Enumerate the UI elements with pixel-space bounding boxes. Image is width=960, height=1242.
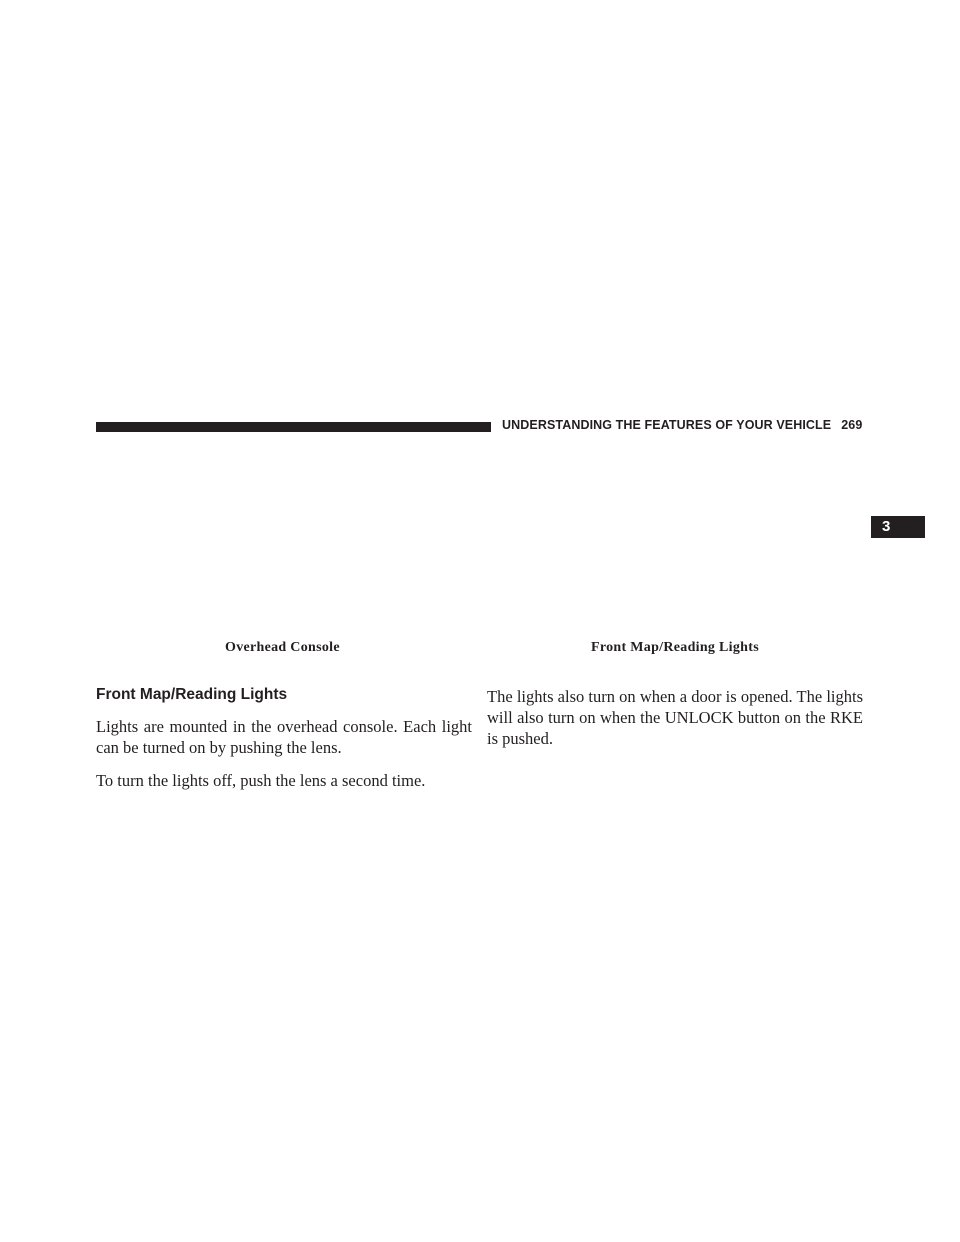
paragraph: Lights are mounted in the overhead console. Each light can be turned on by pushing the lens. (96, 717, 472, 757)
page-number: 269 (841, 418, 863, 432)
figure-caption-overhead-console: Overhead Console (225, 640, 340, 655)
chapter-tab: 3 (871, 516, 925, 538)
left-column (96, 686, 472, 803)
paragraph: To turn the lights off, push the lens a second time. (96, 771, 426, 790)
right-column (487, 686, 863, 761)
section-title: UNDERSTANDING THE FEATURES OF YOUR VEHICLE (502, 418, 832, 432)
paragraph: The lights also turn on when a door is opened. The lights will also turn on when the UNLOCK button on the RKE is pushed. (487, 687, 863, 748)
running-header (502, 418, 862, 432)
figure-caption-reading-lights: Front Map/Reading Lights (591, 640, 759, 655)
section-heading: Front Map/Reading Lights (96, 686, 288, 703)
header-rule (96, 422, 491, 432)
